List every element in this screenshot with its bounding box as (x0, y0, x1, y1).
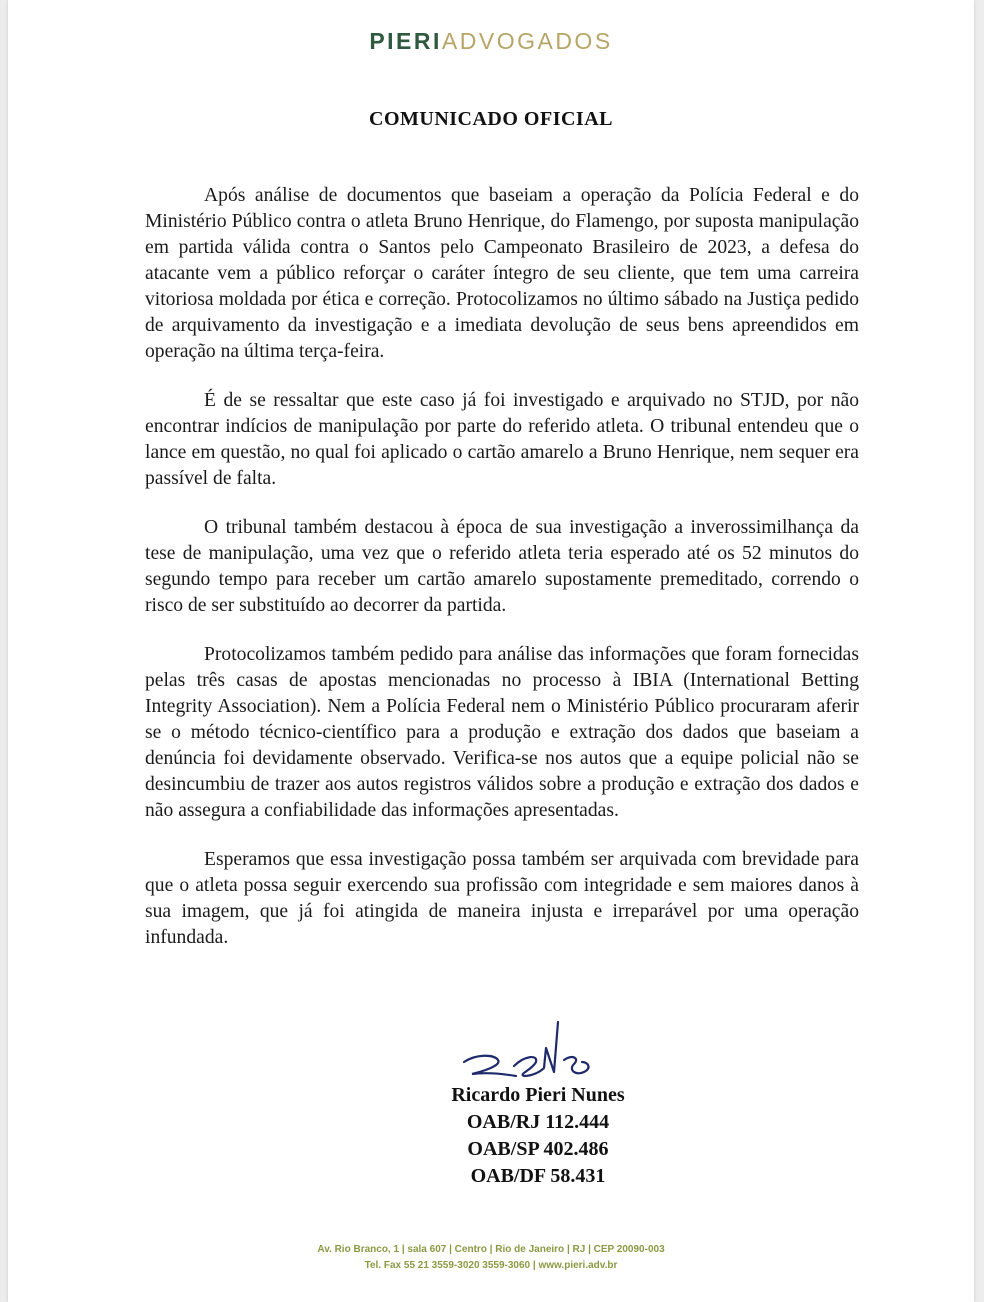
letterhead-footer (8, 1242, 974, 1274)
footer-address: Av. Rio Branco, 1 | sala 607 | Centro | Rio de Janeiro | RJ | CEP 20090-003 (317, 1244, 665, 1255)
oab-df: OAB/DF 58.431 (470, 1165, 606, 1187)
paragraph: O tribunal também destacou à época de sua investigação a inverossimilhança da tese de manipulação, uma vez que o referido atleta teria esperado até os 52 minutos do segundo tempo para receber um cartão amarelo supostamente premeditado, correndo o risco de ser substituído ao decorrer da partida. (145, 517, 859, 616)
oab-rj: OAB/RJ 112.444 (466, 1111, 610, 1133)
signature-block (428, 1082, 648, 1190)
document-page (8, 0, 974, 1302)
document-body (145, 183, 859, 974)
paragraph: Protocolizamos também pedido para análise das informações que foram fornecidas pelas três casas de apostas mencionadas no processo à IBIA (International Betting Integrity Association). Nem a Polícia Federal nem o Ministério Público procuraram aferir se o método técnico-científico para a produção e extração dos dados que baseiam a denúncia foi devidamente observado. Verifica-se nos autos que a equipe policial não se desincumbiu de trazer aos autos registros válidos sobre a produção e extração dos dados e não assegura a confiabilidade das informações apresentadas. (145, 644, 859, 821)
paragraph: Esperamos que essa investigação possa também ser arquivada com brevidade para que o atleta possa seguir exercendo sua profissão com integridade e sem maiores danos à sua imagem, que já foi atingida de maneira injusta e irreparável por uma operação infundada. (145, 849, 859, 948)
signer-name: Ricardo Pieri Nunes (451, 1084, 625, 1106)
document-title: COMUNICADO OFICIAL (369, 108, 613, 130)
paragraph: Após análise de documentos que baseiam a operação da Polícia Federal e do Ministério Público contra o atleta Bruno Henrique, do Flamengo, por suposta manipulação em partida válida contra o Santos pelo Campeonato Brasileiro de 2023, a defesa do atacante vem a público reforçar o caráter íntegro de seu cliente, que tem uma carreira vitoriosa moldada por ética e correção. Protocolizamos no último sábado na Justiça pedido de arquivamento da investigação e a imediata devolução de seus bens apreendidos em operação na última terça-feira. (145, 185, 859, 362)
oab-sp: OAB/SP 402.486 (467, 1138, 609, 1160)
logo-part-advogados: ADVOGADOS (441, 28, 613, 54)
firm-logo (8, 28, 974, 55)
handwritten-signature (428, 1018, 648, 1088)
logo-part-pieri: PIERI (369, 28, 442, 54)
footer-contact: Tel. Fax 55 21 3559-3020 3559-3060 | www.pieri.adv.br (364, 1260, 618, 1271)
paragraph: É de se ressaltar que este caso já foi investigado e arquivado no STJD, por não encontrar indícios de manipulação por parte do referido atleta. O tribunal entendeu que o lance em questão, no qual foi aplicado o cartão amarelo a Bruno Henrique, nem sequer era passível de falta. (145, 390, 859, 489)
